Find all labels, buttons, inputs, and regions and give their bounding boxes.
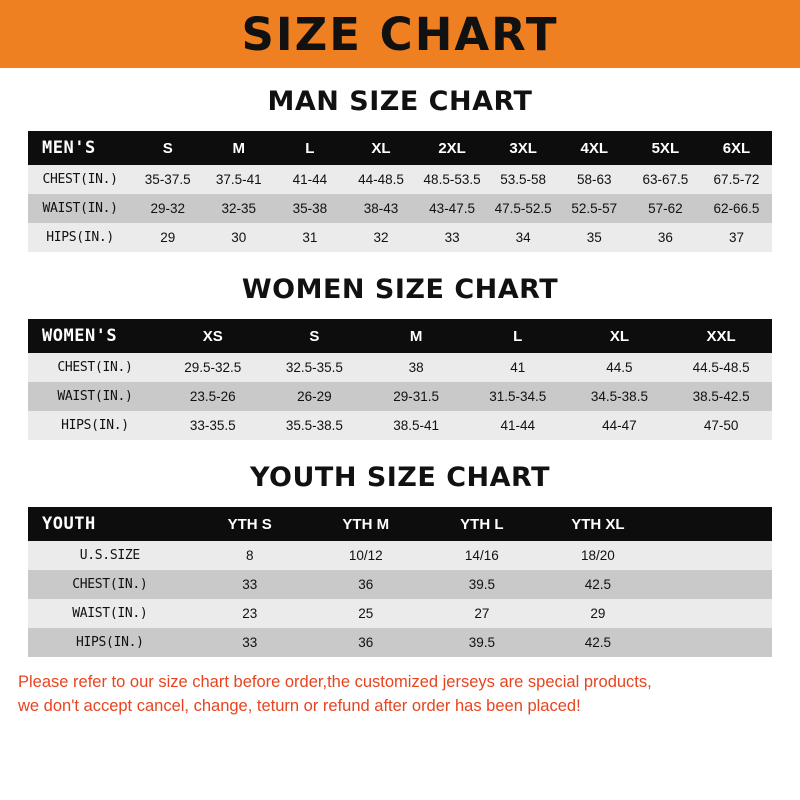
table-cell: 31.5-34.5 [467, 382, 569, 411]
table-cell: 42.5 [540, 628, 656, 657]
table-cell-empty [656, 599, 772, 628]
table-cell: 38 [365, 353, 467, 382]
table-cell: 33 [417, 223, 488, 252]
table-cell: 32.5-35.5 [264, 353, 366, 382]
table-row [28, 353, 772, 382]
table-cell: 34.5-38.5 [569, 382, 671, 411]
table-cell: 44-48.5 [345, 165, 416, 194]
row-label: U.S.SIZE [28, 541, 192, 570]
table-cell: 39.5 [424, 570, 540, 599]
table-cell: 36 [630, 223, 701, 252]
table-cell: 42.5 [540, 570, 656, 599]
table-cell: 41 [467, 353, 569, 382]
table-cell: 41-44 [467, 411, 569, 440]
table-row [28, 599, 772, 628]
table-cell: 23.5-26 [162, 382, 264, 411]
table-header-row [28, 319, 772, 353]
column-header: 5XL [630, 131, 701, 165]
row-label: WAIST(IN.) [28, 382, 162, 411]
table-cell: 57-62 [630, 194, 701, 223]
row-label: CHEST(IN.) [28, 165, 132, 194]
table-row [28, 570, 772, 599]
table-cell: 8 [192, 541, 308, 570]
disclaimer-line-1: Please refer to our size chart before order,the customized jerseys are special products, [18, 673, 652, 691]
men-section-title: MAN SIZE CHART [267, 86, 533, 117]
table-cell: 18/20 [540, 541, 656, 570]
table-cell: 41-44 [274, 165, 345, 194]
column-header: S [132, 131, 203, 165]
table-cell: 58-63 [559, 165, 630, 194]
column-header: YTH XL [540, 507, 656, 541]
table-cell: 35 [559, 223, 630, 252]
table-header-row [28, 131, 772, 165]
table-cell-empty [656, 570, 772, 599]
table-cell: 29 [540, 599, 656, 628]
women-section [0, 274, 800, 440]
table-cell: 44.5 [569, 353, 671, 382]
disclaimer-line-2: we don't accept cancel, change, teturn or refund after order has been placed! [18, 696, 581, 715]
table-cell: 38.5-41 [365, 411, 467, 440]
table-cell: 25 [308, 599, 424, 628]
table-row [28, 382, 772, 411]
table-cell: 36 [308, 570, 424, 599]
table-cell: 34 [488, 223, 559, 252]
table-row [28, 165, 772, 194]
table-cell: 48.5-53.5 [417, 165, 488, 194]
column-header: XS [162, 319, 264, 353]
table-cell: 14/16 [424, 541, 540, 570]
row-label: HIPS(IN.) [28, 628, 192, 657]
women-size-table [28, 319, 772, 440]
column-header: 4XL [559, 131, 630, 165]
column-header: YTH L [424, 507, 540, 541]
column-header: S [264, 319, 366, 353]
table-row [28, 223, 772, 252]
table-cell: 38-43 [345, 194, 416, 223]
row-label: HIPS(IN.) [28, 411, 162, 440]
table-cell: 23 [192, 599, 308, 628]
table-cell: 36 [308, 628, 424, 657]
column-header: MEN'S [28, 131, 132, 165]
column-header: YTH S [192, 507, 308, 541]
column-header: M [365, 319, 467, 353]
table-cell: 47.5-52.5 [488, 194, 559, 223]
column-header: XL [345, 131, 416, 165]
table-header-row [28, 507, 772, 541]
table-cell: 29-32 [132, 194, 203, 223]
table-cell: 53.5-58 [488, 165, 559, 194]
table-cell: 37 [701, 223, 772, 252]
page-title: SIZE CHART [241, 7, 559, 61]
table-cell: 10/12 [308, 541, 424, 570]
column-header: XXL [670, 319, 772, 353]
table-cell: 43-47.5 [417, 194, 488, 223]
column-header: YOUTH [28, 507, 192, 541]
table-cell: 44.5-48.5 [670, 353, 772, 382]
disclaimer-note [0, 671, 800, 719]
table-cell: 47-50 [670, 411, 772, 440]
column-header: WOMEN'S [28, 319, 162, 353]
table-cell: 29-31.5 [365, 382, 467, 411]
column-header-empty [656, 507, 772, 541]
column-header: XL [569, 319, 671, 353]
table-cell: 35-38 [274, 194, 345, 223]
table-row [28, 194, 772, 223]
table-cell: 62-66.5 [701, 194, 772, 223]
youth-section [0, 462, 800, 657]
table-row [28, 541, 772, 570]
table-cell: 37.5-41 [203, 165, 274, 194]
table-cell: 31 [274, 223, 345, 252]
men-size-table [28, 131, 772, 252]
column-header: 3XL [488, 131, 559, 165]
table-cell: 39.5 [424, 628, 540, 657]
column-header: L [467, 319, 569, 353]
table-cell: 52.5-57 [559, 194, 630, 223]
youth-section-title: YOUTH SIZE CHART [249, 462, 551, 493]
table-cell: 29 [132, 223, 203, 252]
table-cell: 67.5-72 [701, 165, 772, 194]
header-banner [0, 0, 800, 68]
table-cell: 38.5-42.5 [670, 382, 772, 411]
table-cell: 33 [192, 570, 308, 599]
column-header: YTH M [308, 507, 424, 541]
table-cell: 30 [203, 223, 274, 252]
table-cell: 29.5-32.5 [162, 353, 264, 382]
table-row [28, 628, 772, 657]
column-header: 6XL [701, 131, 772, 165]
table-cell: 63-67.5 [630, 165, 701, 194]
row-label: CHEST(IN.) [28, 353, 162, 382]
table-cell: 32-35 [203, 194, 274, 223]
men-section [0, 86, 800, 252]
table-cell: 33 [192, 628, 308, 657]
youth-size-table [28, 507, 772, 657]
table-cell-empty [656, 628, 772, 657]
row-label: HIPS(IN.) [28, 223, 132, 252]
table-cell: 44-47 [569, 411, 671, 440]
women-section-title: WOMEN SIZE CHART [241, 274, 559, 305]
row-label: CHEST(IN.) [28, 570, 192, 599]
table-cell: 35.5-38.5 [264, 411, 366, 440]
table-cell: 32 [345, 223, 416, 252]
table-row [28, 411, 772, 440]
table-cell: 26-29 [264, 382, 366, 411]
table-cell: 27 [424, 599, 540, 628]
row-label: WAIST(IN.) [28, 599, 192, 628]
table-cell: 33-35.5 [162, 411, 264, 440]
table-cell: 35-37.5 [132, 165, 203, 194]
table-cell-empty [656, 541, 772, 570]
row-label: WAIST(IN.) [28, 194, 132, 223]
column-header: L [274, 131, 345, 165]
column-header: 2XL [417, 131, 488, 165]
column-header: M [203, 131, 274, 165]
